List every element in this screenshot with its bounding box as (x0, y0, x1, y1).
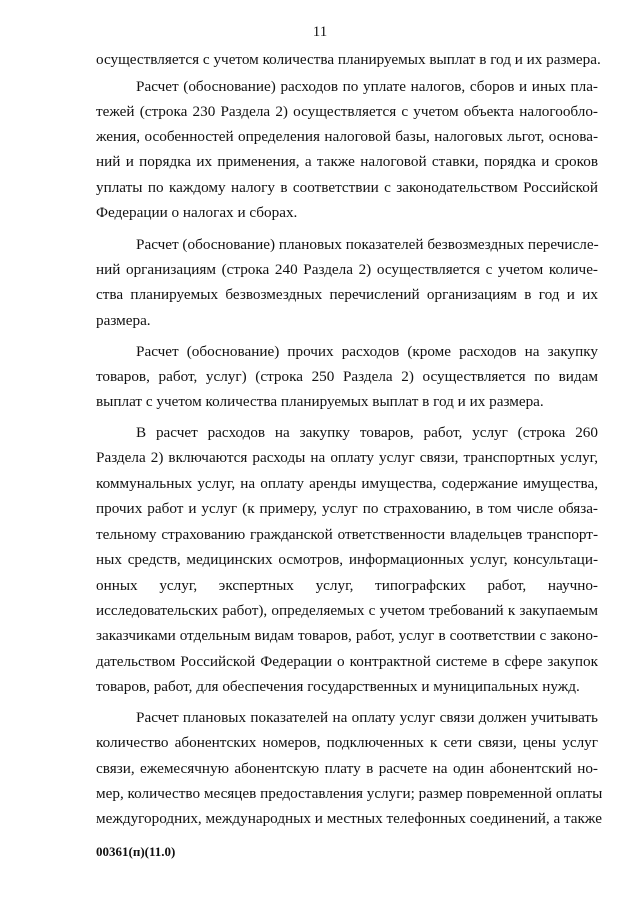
text-line: ний организациям (строка 240 Раздела 2) осуществляется с учетом количе- (96, 261, 598, 278)
text-line: дательством Российской Федерации о контрактной системе в сфере закупок (96, 653, 598, 670)
text-line: товаров, работ, для обеспечения государственных и муниципальных нужд. (96, 678, 580, 695)
text-line: жения, особенностей определения налоговой базы, налоговых льгот, основа- (96, 128, 598, 145)
text-line: товаров, работ, услуг) (строка 250 Раздела 2) осуществляется по видам (96, 368, 598, 385)
text-line: прочих работ и услуг (к примеру, услуг по страхованию, в том числе обяза- (96, 500, 598, 517)
text-line: заказчиками отдельным видам товаров, работ, услуг в соответствии с законо- (96, 627, 598, 644)
text-line: междугородних, международных и местных телефонных соединений, а также (96, 810, 602, 827)
document-code: 00361(п)(11.0) (96, 844, 176, 859)
text-line: В расчет расходов на закупку товаров, работ, услуг (строка 260 (136, 424, 598, 441)
text-line: Расчет (обоснование) плановых показателей безвозмездных перечисле- (136, 236, 599, 253)
text-line: Федерации о налогах и сборах. (96, 204, 298, 221)
text-line: количество абонентских номеров, подключенных к сети связи, цены услуг (96, 734, 598, 751)
text-line: коммунальных услуг, на оплату аренды имущества, содержание имущества, (96, 475, 598, 492)
text-line: онных услуг, экспертных услуг, типографских работ, научно- (96, 577, 598, 594)
text-line: ства планируемых безвозмездных перечислений организациям в год и их (96, 286, 598, 303)
text-line: ных средств, медицинских осмотров, информационных услуг, консультаци- (96, 551, 598, 568)
text-line: связи, ежемесячную абонентскую плату в расчете на один абонентский но- (96, 760, 598, 777)
text-line: тежей (строка 230 Раздела 2) осуществляется с учетом объекта налогообло- (96, 103, 598, 120)
text-line: Расчет (обоснование) прочих расходов (кроме расходов на закупку (136, 343, 598, 360)
text-line: уплаты по каждому налогу в соответствии с законодательством Российской (96, 179, 598, 196)
text-line: осуществляется с учетом количества планируемых выплат в год и их размера. (96, 51, 601, 68)
text-line: мер, количество месяцев предоставления услуги; размер повременной оплаты (96, 785, 603, 802)
text-line: Расчет плановых показателей на оплату услуг связи должен учитывать (136, 709, 598, 726)
text-line: ний и порядка их применения, а также налоговой ставки, порядка и сроков (96, 153, 598, 170)
text-line: исследовательских работ), определяемых с учетом требований к закупаемым (96, 602, 598, 619)
text-line: размера. (96, 312, 151, 329)
text-line: Раздела 2) включаются расходы на оплату услуг связи, транспортных услуг, (96, 449, 598, 466)
text-line: Расчет (обоснование) расходов по уплате налогов, сборов и иных пла- (136, 78, 598, 95)
page-number: 11 (312, 24, 328, 40)
text-line: тельному страхованию гражданской ответственности владельцев транспорт- (96, 526, 598, 543)
text-line: выплат с учетом количества планируемых выплат в год и их размера. (96, 393, 544, 410)
